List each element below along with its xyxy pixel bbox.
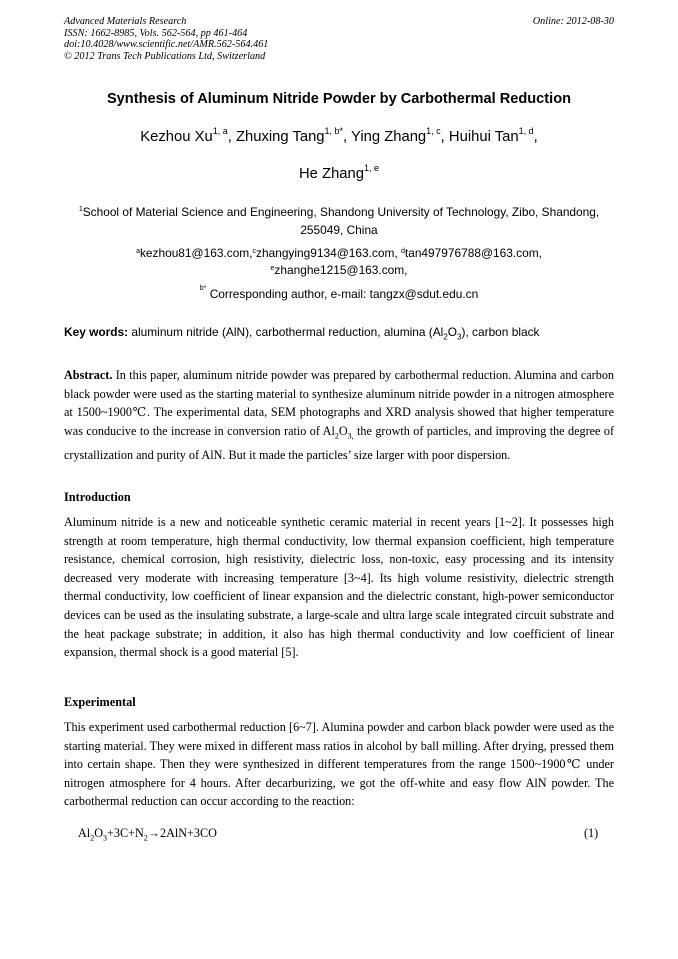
keywords-text: ), carbon black bbox=[461, 325, 540, 339]
author-name: Kezhou Xu bbox=[140, 129, 213, 145]
email: tan497976788@163.com, bbox=[404, 246, 542, 260]
journal-header bbox=[64, 16, 268, 62]
abstract-text: In this paper, aluminum nitride powder was prepared by carbothermal reduction. Alumina and carbon black powder were used as the starting material to synthesize aluminum nitride powder in a nitrogen atmosphere at 1500~1900℃. The experimental data, SEM photographs and XRD analysis showed that higher temperature was conducive to the increase in conversion ratio of Al bbox=[64, 368, 615, 438]
author-name: Ying Zhang bbox=[351, 129, 427, 145]
author-mark: 1, a bbox=[212, 126, 228, 136]
subscript: 2 bbox=[90, 833, 95, 843]
keywords-text: O bbox=[447, 325, 458, 339]
author-mark: 1, b* bbox=[324, 126, 344, 136]
author-mark: 1, e bbox=[363, 163, 379, 173]
abstract-text: the growth of particles, and improving the degree of crystallization and purity of AlN. But it made the particles’ size larger with poor dispersion. bbox=[64, 423, 615, 462]
subscript: 2 bbox=[334, 431, 339, 441]
keywords-label: Key words: bbox=[64, 325, 129, 339]
author-list-continued bbox=[0, 163, 678, 182]
equation-part: +3C+N bbox=[107, 826, 144, 840]
email-mark: e bbox=[270, 265, 275, 272]
equation-part: O bbox=[94, 826, 103, 840]
keywords bbox=[64, 325, 624, 341]
email: kezhou81@163.com, bbox=[139, 246, 253, 260]
subscript: 2 bbox=[443, 332, 448, 342]
affiliation-line: 255049, China bbox=[300, 223, 378, 237]
author-name: He Zhang bbox=[299, 166, 364, 182]
email: zhanghe1215@163.com, bbox=[274, 263, 408, 277]
equation-part: →2AlN+3CO bbox=[147, 826, 217, 840]
online-date: Online: 2012-08-30 bbox=[532, 16, 614, 27]
email: zhangying9134@163.com, bbox=[256, 246, 398, 260]
corresponding-author bbox=[64, 287, 614, 301]
email-list bbox=[64, 245, 614, 279]
email-mark: d bbox=[401, 248, 405, 255]
journal-copyright: © 2012 Trans Tech Publications Ltd, Switzerland bbox=[64, 50, 266, 62]
journal-name: Advanced Materials Research bbox=[64, 16, 187, 27]
keywords-text: aluminum nitride (AlN), carbothermal reduction, alumina (Al bbox=[131, 325, 444, 339]
abstract bbox=[64, 366, 614, 464]
affiliation-line: School of Material Science and Engineering, Shandong University of Technology, Zibo, Shandong, bbox=[82, 205, 600, 219]
email-mark: a bbox=[136, 248, 140, 255]
section-heading-introduction: Introduction bbox=[64, 490, 131, 504]
paper-title: Synthesis of Aluminum Nitride Powder by Carbothermal Reduction bbox=[106, 91, 572, 107]
equation bbox=[78, 826, 217, 842]
author-mark: 1, c bbox=[426, 126, 441, 136]
affiliation-mark: 1 bbox=[78, 206, 83, 213]
journal-doi: doi:10.4028/www.scientific.net/AMR.562-564.461 bbox=[64, 39, 269, 51]
author-name: Huihui Tan bbox=[448, 129, 519, 145]
equation-number: (1) bbox=[584, 826, 599, 840]
corresponding-mark: b* bbox=[199, 285, 207, 292]
section-heading-experimental: Experimental bbox=[64, 695, 136, 709]
corresponding-text: Corresponding author, e-mail: tangzx@sdut.edu.cn bbox=[209, 287, 479, 301]
equation-part: Al bbox=[78, 826, 91, 840]
affiliation bbox=[64, 203, 614, 239]
experimental-paragraph: This experiment used carbothermal reduction [6~7]. Alumina powder and carbon black powder were used as the starting material. They were mixed in different mass ratios in alcohol by ball milling. After drying, pressed them into certain shape. Then they were synthesized in different temperatures from the range 1500~1900℃ under nitrogen atmosphere for 4 hours. After decarburizing, we got the off-white and easy flow AlN powder. The carbothermal reduction can occur according to the reaction: bbox=[64, 720, 614, 809]
subscript: 3 bbox=[103, 833, 107, 843]
email-mark: c bbox=[252, 248, 257, 255]
journal-issn: ISSN: 1662-8985, Vols. 562-564, pp 461-464 bbox=[64, 27, 248, 39]
abstract-label: Abstract. bbox=[64, 368, 113, 382]
subscript: 3, bbox=[347, 431, 354, 441]
author-name: Zhuxing Tang bbox=[235, 129, 325, 145]
subscript: 3 bbox=[457, 332, 462, 342]
author-mark: 1, d bbox=[518, 126, 534, 136]
author-list: Kezhou Xu$^{1, a}$, Zhuxing Tang$^{1, b*}$, Ying Zhang$^{1, c}$, Huihui Tan$^{1, d}$, bbox=[140, 126, 538, 145]
abstract-text: O bbox=[338, 423, 348, 438]
introduction-paragraph: Aluminum nitride is a new and noticeable synthetic ceramic material in recent years [1~2]. It possesses high strength at room temperature, high thermal conductivity, low thermal expansion coefficient, high temperature resistance, chemical corrosion, high resistivity, dielectric loss, non-toxic, easy processing and its intensity decreased very moderate with increasing temperature [3~4]. Its high volume resistivity, dielectric strength thermal conductivity, low coefficient of linear expansion and the dielectric constant, high-power semiconductor devices can be used as the insulating substrate, a large-scale and ultra large scale integrated circuit substrate and the heat package substrate; in addition, it also has high thermal conductivity and low coefficient of linear expansion, thermal shock is a good material [5]. bbox=[64, 515, 614, 660]
subscript: 2 bbox=[143, 833, 148, 843]
